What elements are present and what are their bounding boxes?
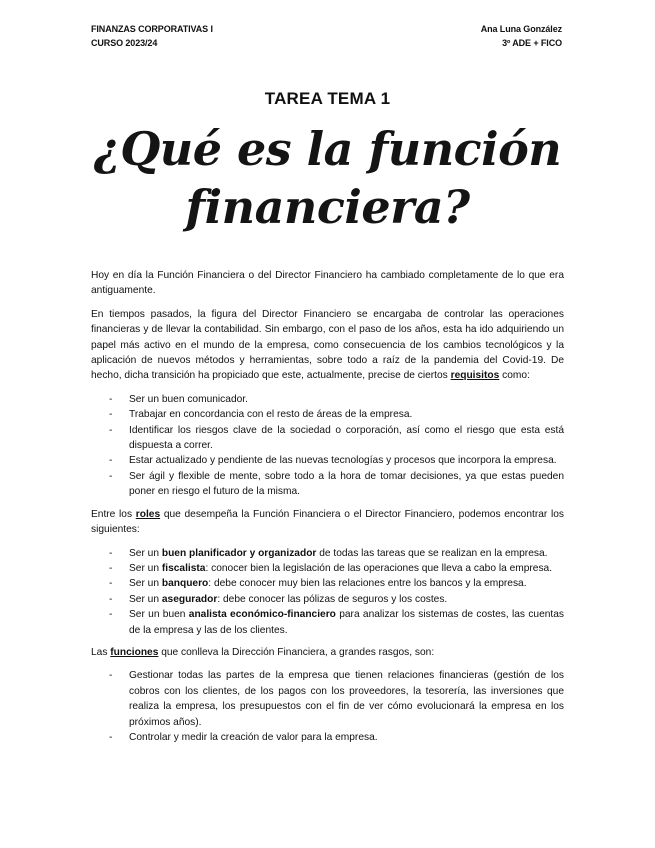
- course-name: FINANZAS CORPORATIVAS I: [91, 24, 213, 34]
- dash-bullet: -: [109, 593, 113, 605]
- list-item: [91, 469, 564, 500]
- assignment-subtitle: TAREA TEMA 1: [264, 89, 391, 108]
- role-bold: buen planificador y organizador: [161, 547, 317, 559]
- history-paragraph: [91, 307, 564, 384]
- list-item: [91, 423, 564, 454]
- list-item-text: Identificar los riesgos clave de la sociedad o corporación, así como el riesgo que esta está dispuesta a correr.: [129, 424, 564, 452]
- dash-bullet: -: [109, 562, 113, 574]
- list-item-text: Ser un buen comunicador.: [129, 393, 248, 405]
- role-bold: fiscalista: [161, 562, 206, 574]
- role-post: : debe conocer las pólizas de seguros y los costes.: [217, 593, 448, 605]
- roles-paragraph: [91, 507, 564, 538]
- list-item-text: Estar actualizado y pendiente de las nuevas tecnologías y procesos que incorpora la empresa.: [129, 455, 557, 467]
- functions-text-end: que conlleva la Dirección Financiera, a grandes rasgos, son:: [158, 646, 435, 658]
- functions-text: Las: [91, 646, 111, 658]
- dash-bullet: -: [109, 393, 113, 405]
- role-pre: Ser un: [129, 593, 162, 605]
- keyword-funciones: funciones: [110, 646, 159, 658]
- functions-paragraph: [91, 645, 564, 660]
- dash-bullet: -: [109, 424, 113, 436]
- dash-bullet: -: [109, 470, 113, 482]
- role-bold: asegurador: [161, 593, 218, 605]
- dash-bullet: -: [109, 731, 113, 743]
- keyword-roles: roles: [135, 508, 161, 520]
- intro-paragraph: Hoy en día la Función Financiera o del Director Financiero ha cambiado completamente de lo que era antiguamente.: [91, 270, 564, 297]
- keyword-requisitos: requisitos: [450, 370, 500, 382]
- roles-text-end: que desempeña la Función Financiera o el Director Financiero, podemos encontrar los siguientes:: [91, 508, 564, 536]
- list-item-text: Gestionar todas las partes de la empresa que tienen relaciones financieras (gestión de los cobros con los clientes, de los pagos con los proveedores, la tesorería, las inversiones que realiza la empresa, los presupuestos con el fin de ver cómo evolucionará la empresa en los próximos años).: [129, 670, 564, 728]
- list-item: [91, 607, 564, 638]
- dash-bullet: -: [109, 455, 113, 467]
- role-post: : conocer bien la legislación de las operaciones que lleva a cabo la empresa.: [205, 562, 553, 574]
- role-pre: Ser un: [129, 562, 162, 574]
- author-name: Ana Luna González: [480, 24, 562, 34]
- list-item: [91, 561, 564, 576]
- history-text: En tiempos pasados, la figura del Director Financiero se encargaba de controlar las operaciones financieras y de llevar la contabilidad. Sin embargo, con el paso de los años, esta ha ido adquiriendo un papel más activo en el mundo de la empresa, como consecuencia de los cambios tecnológicos y la aplicación de nuevos métodos y herramientas, sobre todo a raíz de la pandemia del Covid-19. De hecho, dicha transición ha propiciado que este, actualmente, precise de ciertos: [91, 308, 564, 382]
- role-post: para analizar los sistemas de costes, las cuentas de la empresa y las de los clientes.: [129, 609, 564, 636]
- role-pre: Ser un: [129, 578, 162, 590]
- role-bold: analista económico-financiero: [188, 609, 336, 621]
- title-line-1: ¿Qué es la función: [93, 122, 562, 176]
- page-title: [0, 120, 655, 236]
- dash-bullet: -: [109, 609, 113, 621]
- course-year: CURSO 2023/24: [91, 38, 158, 48]
- role-post: de todas las tareas que se realizan en la empresa.: [316, 547, 548, 559]
- list-item: [91, 546, 564, 561]
- history-text-end: como:: [499, 370, 530, 382]
- list-item-text: Controlar y medir la creación de valor para la empresa.: [129, 731, 378, 743]
- role-pre: Ser un buen: [129, 609, 189, 621]
- list-item: [91, 592, 564, 607]
- role-pre: Ser un: [129, 547, 162, 559]
- dash-bullet: -: [109, 578, 113, 590]
- title-line-2: financiera?: [185, 180, 470, 234]
- dash-bullet: -: [109, 409, 113, 421]
- degree-label: 3º ADE + FICO: [502, 38, 562, 48]
- functions-list: [91, 668, 564, 745]
- roles-text: Entre los: [91, 508, 136, 520]
- list-item-text: Trabajar en concordancia con el resto de áreas de la empresa.: [129, 409, 413, 421]
- list-item: [91, 453, 564, 468]
- dash-bullet: -: [109, 670, 113, 682]
- role-post: : debe conocer muy bien las relaciones entre los bancos y la empresa.: [208, 578, 527, 590]
- list-item: [91, 730, 564, 745]
- dash-bullet: -: [109, 547, 113, 559]
- requirements-list: [91, 392, 564, 500]
- roles-list: [91, 546, 564, 638]
- header-left: [91, 22, 213, 50]
- document-body: [91, 268, 564, 752]
- list-item-text: Ser ágil y flexible de mente, sobre todo a la hora de tomar decisiones, ya que estas pueden poner en riesgo el futuro de la misma.: [129, 470, 564, 498]
- list-item: [91, 392, 564, 407]
- list-item: [91, 576, 564, 591]
- list-item: [91, 407, 564, 422]
- header-right: [481, 22, 562, 50]
- role-bold: banquero: [161, 578, 209, 590]
- list-item: [91, 668, 564, 730]
